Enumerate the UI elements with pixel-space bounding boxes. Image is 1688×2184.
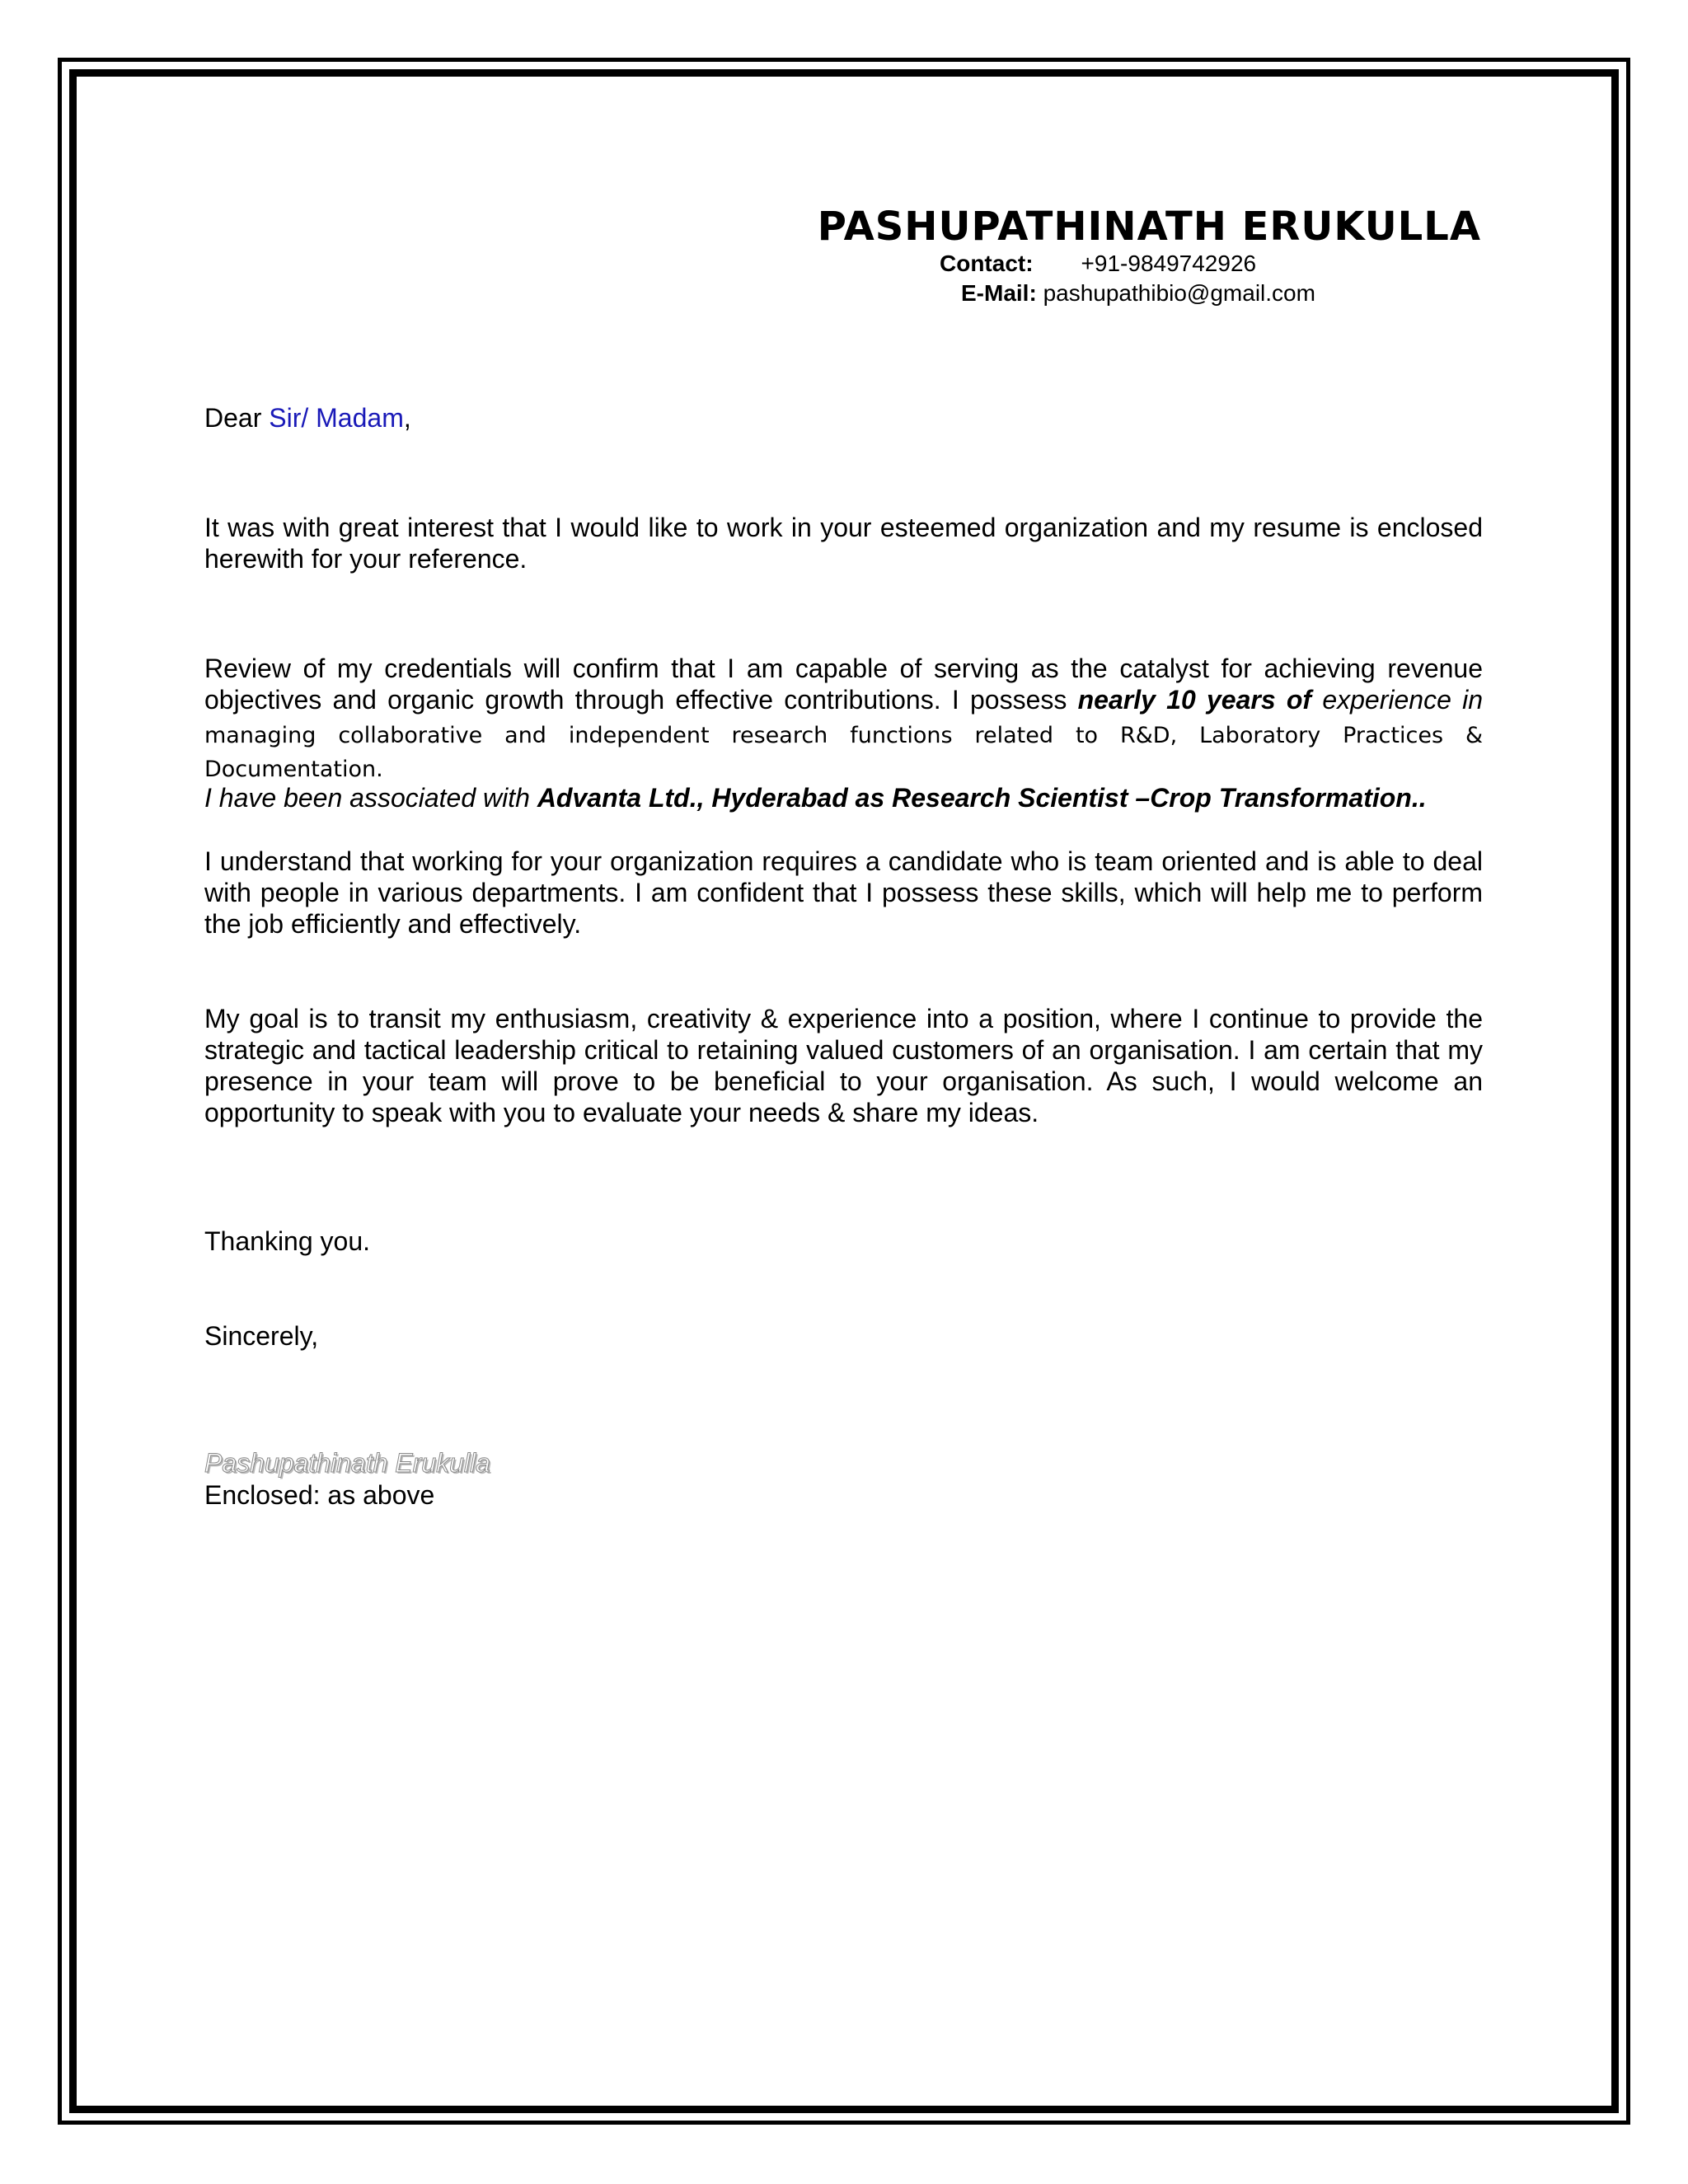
signature: Pashupathinath Erukulla bbox=[204, 1448, 490, 1478]
association-text: I have been associated with bbox=[204, 783, 537, 813]
credentials-text-a: Review of my credentials will confirm that I am capable of serving as the catalyst for achieving revenue objectives and organic growth through effective contributions. I possess bbox=[204, 654, 1483, 715]
greeting bbox=[204, 402, 1483, 434]
email-line bbox=[961, 279, 1315, 308]
employer-highlight: Advanta Ltd., Hyderabad as Research Scientist –Crop Transformation.. bbox=[537, 783, 1427, 813]
enclosed-line: Enclosed: as above bbox=[204, 1480, 435, 1510]
email-label: E-Mail: bbox=[961, 280, 1037, 306]
paragraph-teamwork: I understand that working for your organization requires a candidate who is team oriented and is able to deal with people in various departments. I am confident that I possess these skills, which will help me to perform the job efficiently and effectively. bbox=[204, 846, 1483, 939]
credentials-text-c: managing collaborative and independent research functions related to R&D, Laboratory Practices & Documentation. bbox=[204, 723, 1483, 782]
contact-label: Contact: bbox=[940, 251, 1034, 276]
email-address: pashupathibio@gmail.com bbox=[1043, 280, 1315, 306]
letter-header bbox=[739, 203, 1481, 251]
experience-highlight: nearly 10 years of bbox=[1077, 685, 1312, 715]
applicant-name: PASHUPATHINATH ERUKULLA bbox=[817, 204, 1481, 250]
credentials-text-b: experience in bbox=[1311, 685, 1484, 715]
greeting-prefix: Dear bbox=[204, 403, 270, 433]
paragraph-intro: It was with great interest that I would like to work in your esteemed organization and my resume is enclosed herewith for your reference. bbox=[204, 513, 1483, 574]
closing-line: Sincerely, bbox=[204, 1321, 319, 1351]
greeting-suffix: , bbox=[403, 403, 411, 433]
thanks-line: Thanking you. bbox=[204, 1226, 371, 1256]
greeting-recipient: Sir/ Madam bbox=[269, 403, 404, 433]
paragraph-goal: My goal is to transit my enthusiasm, creativity & experience into a position, where I continue to provide the strategic and tactical leadership critical to retaining valued customers of an organisation. I am certain that my presence in your team will prove to be beneficial to your organisation. As such, I would welcome an opportunity to speak with you to evaluate your needs & share my ideas. bbox=[204, 1004, 1483, 1127]
contact-line bbox=[940, 249, 1256, 279]
paragraph-association bbox=[204, 782, 1483, 813]
contact-phone: +91-9849742926 bbox=[1081, 251, 1257, 276]
paragraph-credentials bbox=[204, 653, 1483, 785]
